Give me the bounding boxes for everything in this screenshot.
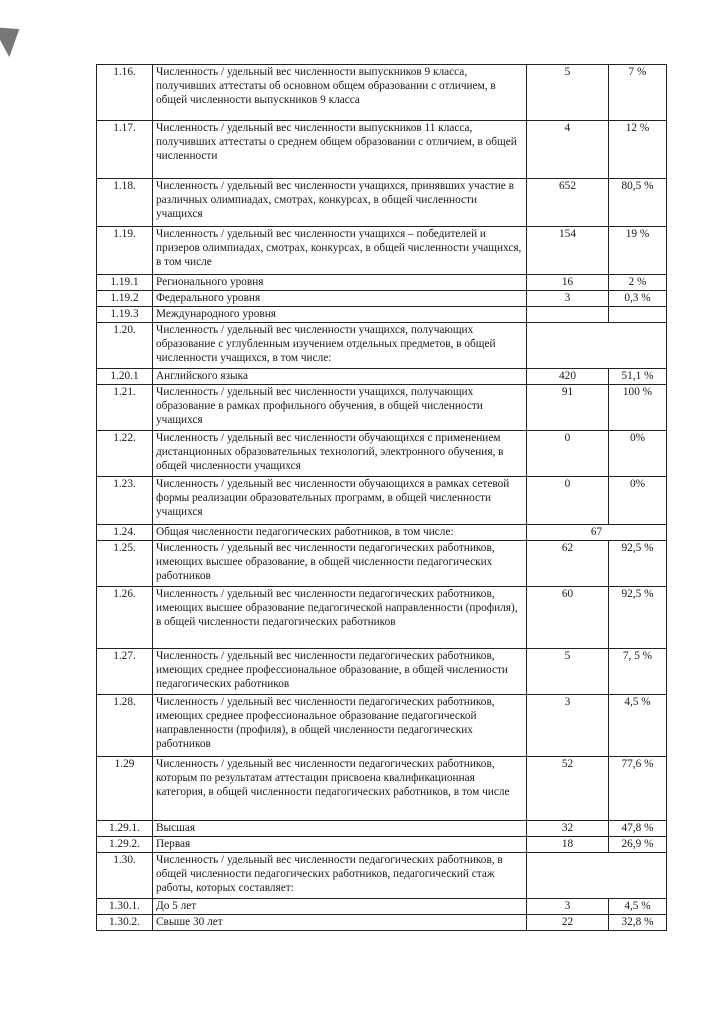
row-percent: 26,9 % (609, 837, 667, 853)
table-row (97, 179, 667, 227)
row-description: Численность / удельный вес численности учащихся – победителей и призеров олимпиадах, смотрах, конкурсах, в общей численности учащихся, в том числе (153, 227, 527, 275)
row-description: Английского языка (153, 369, 527, 385)
row-number: 1.28. (97, 695, 153, 757)
table-row (97, 369, 667, 385)
row-percent: 4,5 % (609, 695, 667, 757)
row-description: Численность / удельный вес численности педагогических работников, в общей численности педагогических работников, педагогический стаж работы, которых составляет: (153, 853, 527, 899)
row-description: Свыше 30 лет (153, 915, 527, 931)
table-row (97, 837, 667, 853)
row-percent: 92,5 % (609, 541, 667, 587)
row-percent: 19 % (609, 227, 667, 275)
row-number: 1.30.1. (97, 899, 153, 915)
row-percent: 100 % (609, 385, 667, 431)
row-value: 32 (527, 821, 609, 837)
scan-corner-mark (0, 17, 29, 57)
row-value: 0 (527, 477, 609, 525)
table-row (97, 695, 667, 757)
row-percent: 47,8 % (609, 821, 667, 837)
row-value: 3 (527, 291, 609, 307)
row-number: 1.21. (97, 385, 153, 431)
row-value: 420 (527, 369, 609, 385)
row-percent: 4,5 % (609, 899, 667, 915)
row-percent: 0,3 % (609, 291, 667, 307)
row-value: 154 (527, 227, 609, 275)
row-number: 1.27. (97, 649, 153, 695)
row-description: Федерального уровня (153, 291, 527, 307)
table-row (97, 853, 667, 899)
row-value: 22 (527, 915, 609, 931)
row-number: 1.19.2 (97, 291, 153, 307)
row-percent: 92,5 % (609, 587, 667, 649)
row-number: 1.24. (97, 525, 153, 541)
table-row (97, 541, 667, 587)
row-number: 1.20. (97, 323, 153, 369)
row-value-empty (527, 323, 667, 369)
table-row (97, 307, 667, 323)
table-row (97, 587, 667, 649)
row-number: 1.20.1 (97, 369, 153, 385)
table-row (97, 323, 667, 369)
table-row (97, 385, 667, 431)
table-row (97, 649, 667, 695)
row-description: Численность / удельный вес численности учащихся, получающих образование с углубленным изучением отдельных предметов, в общей численности учащихся, в том числе: (153, 323, 527, 369)
row-value (527, 307, 609, 323)
row-value: 3 (527, 695, 609, 757)
row-number: 1.25. (97, 541, 153, 587)
table-row (97, 915, 667, 931)
table-row (97, 821, 667, 837)
row-number: 1.30.2. (97, 915, 153, 931)
table-row (97, 291, 667, 307)
row-number: 1.23. (97, 477, 153, 525)
row-percent: 7 % (609, 65, 667, 121)
table-row (97, 275, 667, 291)
table-row (97, 899, 667, 915)
row-description: До 5 лет (153, 899, 527, 915)
row-description: Численность / удельный вес численности педагогических работников, имеющих высшее образование педагогической направленности (профиля), в общей численности педагогических работников (153, 587, 527, 649)
row-value: 5 (527, 65, 609, 121)
table-row (97, 431, 667, 477)
row-number: 1.22. (97, 431, 153, 477)
row-value: 60 (527, 587, 609, 649)
row-description: Численность / удельный вес численности педагогических работников, имеющих высшее образование, в общей численности педагогических работников (153, 541, 527, 587)
row-value: 91 (527, 385, 609, 431)
row-description: Численность / удельный вес численности педагогических работников, имеющих среднее профессиональное образование педагогической направленности (профиля), в общей численности педагогических работников (153, 695, 527, 757)
row-number: 1.26. (97, 587, 153, 649)
row-number: 1.17. (97, 121, 153, 179)
row-description: Регионального уровня (153, 275, 527, 291)
row-description: Численность / удельный вес численности выпускников 11 класса, получивших аттестаты о среднем общем образовании с отличием, в общей численности (153, 121, 527, 179)
row-percent: 2 % (609, 275, 667, 291)
row-number: 1.29.2. (97, 837, 153, 853)
row-percent: 7, 5 % (609, 649, 667, 695)
row-percent: 0% (609, 431, 667, 477)
row-value: 3 (527, 899, 609, 915)
row-value: 52 (527, 757, 609, 821)
row-percent (609, 307, 667, 323)
table-row (97, 477, 667, 525)
row-number: 1.19.1 (97, 275, 153, 291)
row-description: Численность / удельный вес численности обучающихся с применением дистанционных образовательных технологий, электронного обучения, в общей численности учащихся (153, 431, 527, 477)
row-value: 0 (527, 431, 609, 477)
row-number: 1.30. (97, 853, 153, 899)
row-description: Высшая (153, 821, 527, 837)
row-percent: 12 % (609, 121, 667, 179)
table-row (97, 227, 667, 275)
row-number: 1.19. (97, 227, 153, 275)
table-row (97, 525, 667, 541)
row-number: 1.29 (97, 757, 153, 821)
row-value: 4 (527, 121, 609, 179)
row-description: Численность / удельный вес численности педагогических работников, имеющих среднее профессиональное образование, в общей численности педагогических работников (153, 649, 527, 695)
row-description: Международного уровня (153, 307, 527, 323)
row-number: 1.16. (97, 65, 153, 121)
table-row (97, 65, 667, 121)
row-number: 1.18. (97, 179, 153, 227)
row-number: 1.29.1. (97, 821, 153, 837)
row-description: Численность / удельный вес численности учащихся, принявших участие в различных олимпиадах, смотрах, конкурсах, в общей численности учащихся (153, 179, 527, 227)
row-description: Численность / удельный вес численности обучающихся в рамках сетевой формы реализации образовательных программ, в общей численности учащихся (153, 477, 527, 525)
row-merged-value: 67 (527, 525, 667, 541)
indicators-table (96, 64, 667, 931)
table-row (97, 121, 667, 179)
row-description: Общая численности педагогических работников, в том числе: (153, 525, 527, 541)
row-description: Численность / удельный вес численности учащихся, получающих образование в рамках профильного обучения, в общей численности учащихся (153, 385, 527, 431)
row-value-empty (527, 853, 667, 899)
row-percent: 80,5 % (609, 179, 667, 227)
row-description: Численность / удельный вес численности выпускников 9 класса, получивших аттестаты об основном общем образовании с отличием, в общей численности выпускников 9 класса (153, 65, 527, 121)
row-percent: 32,8 % (609, 915, 667, 931)
table-row (97, 757, 667, 821)
row-value: 18 (527, 837, 609, 853)
row-percent: 77,6 % (609, 757, 667, 821)
row-value: 652 (527, 179, 609, 227)
row-value: 62 (527, 541, 609, 587)
row-percent: 51,1 % (609, 369, 667, 385)
row-percent: 0% (609, 477, 667, 525)
row-number: 1.19.3 (97, 307, 153, 323)
row-description: Первая (153, 837, 527, 853)
row-value: 16 (527, 275, 609, 291)
row-description: Численность / удельный вес численности педагогических работников, которым по результатам аттестации присвоена квалификационная категория, в общей численности педагогических работников, в том числе (153, 757, 527, 821)
row-value: 5 (527, 649, 609, 695)
